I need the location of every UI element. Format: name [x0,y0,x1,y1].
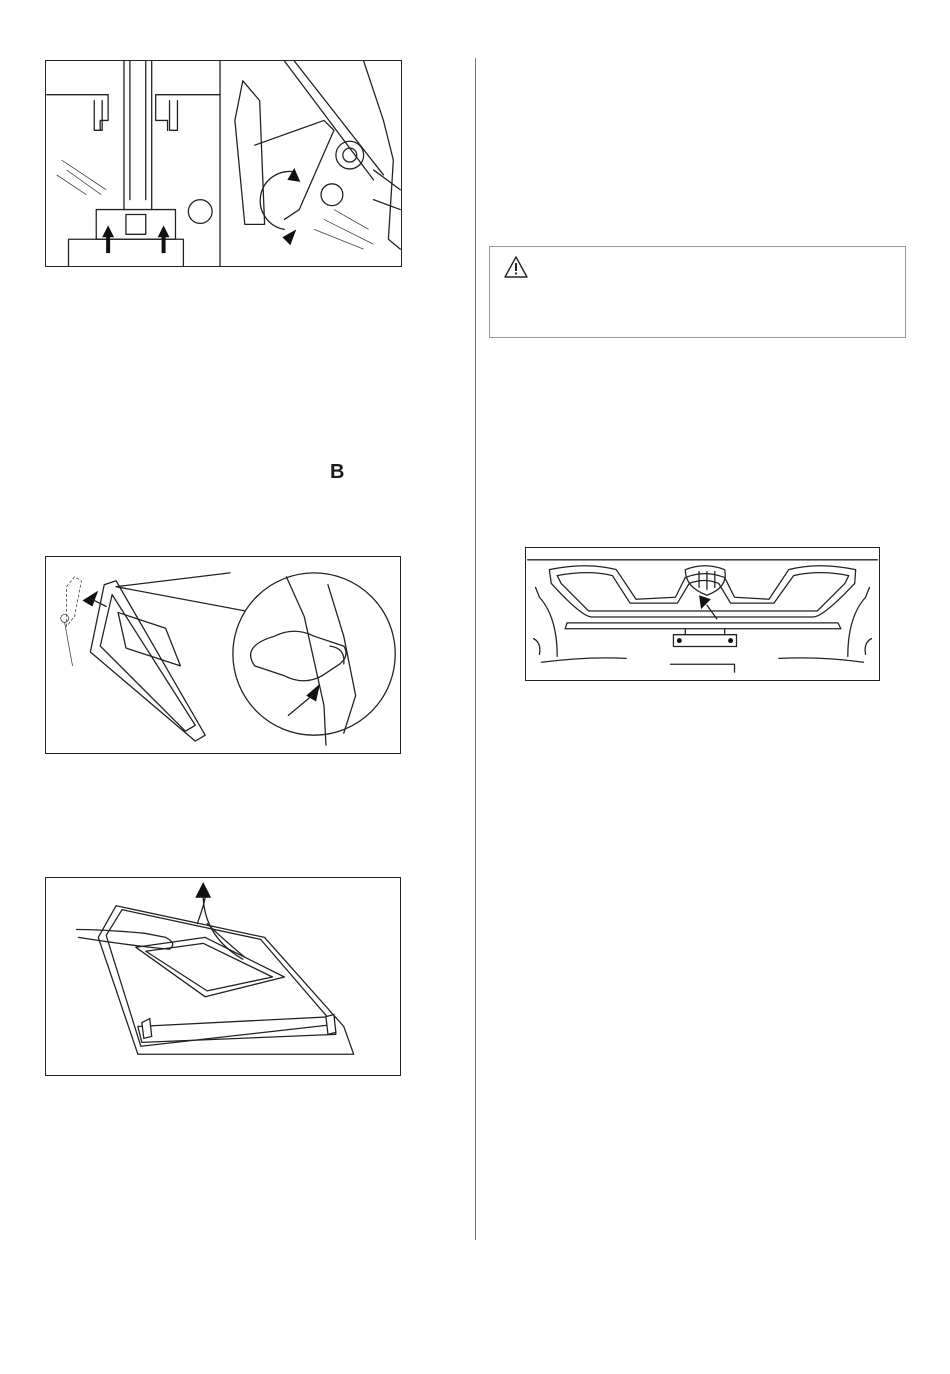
hinge-illustration [46,61,401,266]
warning-box [489,246,906,338]
glass-panel-illustration [46,878,400,1075]
door-lift-figure [45,556,401,754]
warning-triangle-icon [504,256,528,278]
door-lift-illustration [46,557,400,753]
step-letter: B [330,461,345,483]
grill-element-illustration [526,548,879,680]
column-divider [475,58,476,1240]
hinge-figure [45,60,402,267]
glass-panel-figure [45,877,401,1076]
grill-element-figure [525,547,880,681]
